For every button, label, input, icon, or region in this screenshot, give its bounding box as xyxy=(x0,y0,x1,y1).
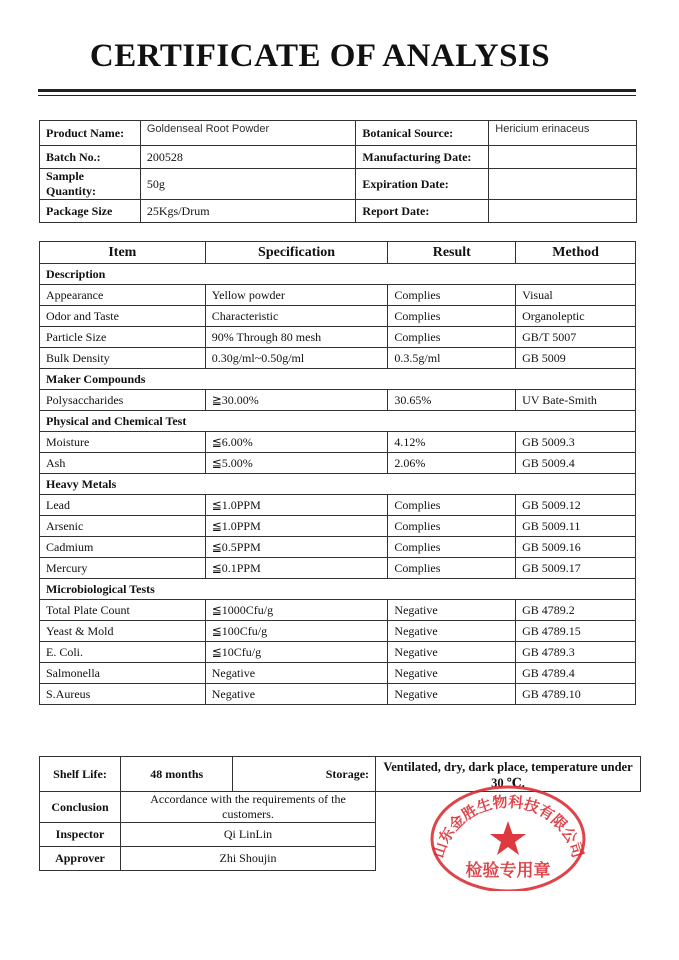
table-row xyxy=(40,306,636,327)
conclusion-value: Accordance with the requirements of the customers. xyxy=(120,792,375,823)
method-cell: Visual xyxy=(516,285,636,306)
botanical-source-label: Botanical Source: xyxy=(356,121,489,146)
item-cell: Yeast & Mold xyxy=(40,621,206,642)
method-cell: GB 5009 xyxy=(516,348,636,369)
result-cell: Complies xyxy=(388,558,516,579)
package-size-value: 25Kgs/Drum xyxy=(140,200,356,223)
item-cell: Salmonella xyxy=(40,663,206,684)
table-row xyxy=(40,453,636,474)
result-cell: Negative xyxy=(388,600,516,621)
result-cell: Negative xyxy=(388,663,516,684)
table-row xyxy=(40,348,636,369)
result-cell: 2.06% xyxy=(388,453,516,474)
section-title: Description xyxy=(40,264,636,285)
table-row xyxy=(40,663,636,684)
section-row xyxy=(40,264,636,285)
result-cell: Negative xyxy=(388,684,516,705)
section-row xyxy=(40,579,636,600)
table-row xyxy=(40,390,636,411)
section-row xyxy=(40,474,636,495)
inspector-label: Inspector xyxy=(40,823,121,847)
section-row xyxy=(40,411,636,432)
table-row xyxy=(40,621,636,642)
product-info-table xyxy=(39,120,637,223)
specification-cell: Negative xyxy=(205,684,388,705)
item-cell: Moisture xyxy=(40,432,206,453)
approver-value: Zhi Shoujin xyxy=(120,847,375,871)
result-cell: Complies xyxy=(388,537,516,558)
company-seal-stamp xyxy=(428,773,588,891)
item-cell: S.Aureus xyxy=(40,684,206,705)
specification-cell: Yellow powder xyxy=(205,285,388,306)
seal-company-text: 山东金胜生物科技有限公司 xyxy=(429,792,587,860)
column-header-result: Result xyxy=(388,242,516,264)
specification-cell: ≦0.5PPM xyxy=(205,537,388,558)
item-cell: Odor and Taste xyxy=(40,306,206,327)
result-cell: Complies xyxy=(388,327,516,348)
package-size-label: Package Size xyxy=(40,200,141,223)
method-cell: GB 5009.12 xyxy=(516,495,636,516)
specification-cell: ≦10Cfu/g xyxy=(205,642,388,663)
result-cell: 30.65% xyxy=(388,390,516,411)
table-row xyxy=(40,558,636,579)
sample-quantity-value: 50g xyxy=(140,169,356,200)
specification-cell: ≦1.0PPM xyxy=(205,495,388,516)
table-row xyxy=(40,432,636,453)
method-cell: GB 4789.10 xyxy=(516,684,636,705)
item-cell: Total Plate Count xyxy=(40,600,206,621)
specification-cell: ≦5.00% xyxy=(205,453,388,474)
item-cell: Ash xyxy=(40,453,206,474)
title-rule-thin xyxy=(38,95,636,96)
section-title: Heavy Metals xyxy=(40,474,636,495)
section-title: Physical and Chemical Test xyxy=(40,411,636,432)
item-cell: E. Coli. xyxy=(40,642,206,663)
column-header-specification: Specification xyxy=(205,242,388,264)
batch-label: Batch No.: xyxy=(40,146,141,169)
storage-value: Ventilated, dry, dark place, temperature under 30 ℃. xyxy=(376,757,641,792)
method-cell: GB 4789.15 xyxy=(516,621,636,642)
method-cell: GB 5009.3 xyxy=(516,432,636,453)
conclusion-label: Conclusion xyxy=(40,792,121,823)
method-cell: GB 5009.11 xyxy=(516,516,636,537)
result-cell: Complies xyxy=(388,495,516,516)
result-cell: 4.12% xyxy=(388,432,516,453)
section-title: Microbiological Tests xyxy=(40,579,636,600)
analysis-header-row xyxy=(40,242,636,264)
method-cell: Organoleptic xyxy=(516,306,636,327)
document-title: CERTIFICATE OF ANALYSIS xyxy=(89,38,551,74)
section-title: Maker Compounds xyxy=(40,369,636,390)
result-cell: Complies xyxy=(388,285,516,306)
result-cell: 0.3.5g/ml xyxy=(388,348,516,369)
seal-star-icon xyxy=(490,821,526,855)
approver-label: Approver xyxy=(40,847,121,871)
specification-cell: ≦0.1PPM xyxy=(205,558,388,579)
section-row xyxy=(40,369,636,390)
specification-cell: ≦1.0PPM xyxy=(205,516,388,537)
item-cell: Arsenic xyxy=(40,516,206,537)
method-cell: GB 5009.17 xyxy=(516,558,636,579)
column-header-item: Item xyxy=(40,242,206,264)
item-cell: Appearance xyxy=(40,285,206,306)
shelf-life-label: Shelf Life: xyxy=(40,757,121,792)
method-cell: GB 5009.4 xyxy=(516,453,636,474)
table-row xyxy=(40,642,636,663)
expiration-date-label: Expiration Date: xyxy=(356,169,489,200)
expiration-date-value xyxy=(489,169,637,200)
result-cell: Negative xyxy=(388,642,516,663)
specification-cell: Negative xyxy=(205,663,388,684)
botanical-source-value: Hericium erinaceus xyxy=(489,121,637,146)
method-cell: GB 4789.2 xyxy=(516,600,636,621)
specification-cell: ≦1000Cfu/g xyxy=(205,600,388,621)
method-cell: GB/T 5007 xyxy=(516,327,636,348)
item-cell: Mercury xyxy=(40,558,206,579)
specification-cell: 90% Through 80 mesh xyxy=(205,327,388,348)
table-row xyxy=(40,600,636,621)
product-name-label: Product Name: xyxy=(40,121,141,146)
table-row xyxy=(40,537,636,558)
batch-value: 200528 xyxy=(140,146,356,169)
specification-cell: ≧30.00% xyxy=(205,390,388,411)
item-cell: Cadmium xyxy=(40,537,206,558)
storage-label: Storage: xyxy=(233,757,376,792)
specification-cell: 0.30g/ml~0.50g/ml xyxy=(205,348,388,369)
sample-quantity-label: Sample Quantity: xyxy=(40,169,141,200)
report-date-value xyxy=(489,200,637,223)
seal-stamp-text: 检验专用章 xyxy=(465,861,551,881)
table-row xyxy=(40,495,636,516)
report-date-label: Report Date: xyxy=(356,200,489,223)
manufacturing-date-value xyxy=(489,146,637,169)
item-cell: Lead xyxy=(40,495,206,516)
table-row xyxy=(40,516,636,537)
specification-cell: ≦6.00% xyxy=(205,432,388,453)
method-cell: GB 5009.16 xyxy=(516,537,636,558)
title-rule-thick xyxy=(38,89,636,92)
inspector-value: Qi LinLin xyxy=(120,823,375,847)
table-row xyxy=(40,285,636,306)
method-cell: GB 4789.3 xyxy=(516,642,636,663)
specification-cell: Characteristic xyxy=(205,306,388,327)
specification-cell: ≦100Cfu/g xyxy=(205,621,388,642)
analysis-table xyxy=(39,241,636,705)
item-cell: Bulk Density xyxy=(40,348,206,369)
column-header-method: Method xyxy=(516,242,636,264)
result-cell: Complies xyxy=(388,306,516,327)
method-cell: GB 4789.4 xyxy=(516,663,636,684)
product-name-value: Goldenseal Root Powder xyxy=(140,121,356,146)
table-row xyxy=(40,684,636,705)
item-cell: Polysaccharides xyxy=(40,390,206,411)
result-cell: Negative xyxy=(388,621,516,642)
item-cell: Particle Size xyxy=(40,327,206,348)
manufacturing-date-label: Manufacturing Date: xyxy=(356,146,489,169)
table-row xyxy=(40,327,636,348)
result-cell: Complies xyxy=(388,516,516,537)
method-cell: UV Bate-Smith xyxy=(516,390,636,411)
shelf-life-value: 48 months xyxy=(120,757,232,792)
